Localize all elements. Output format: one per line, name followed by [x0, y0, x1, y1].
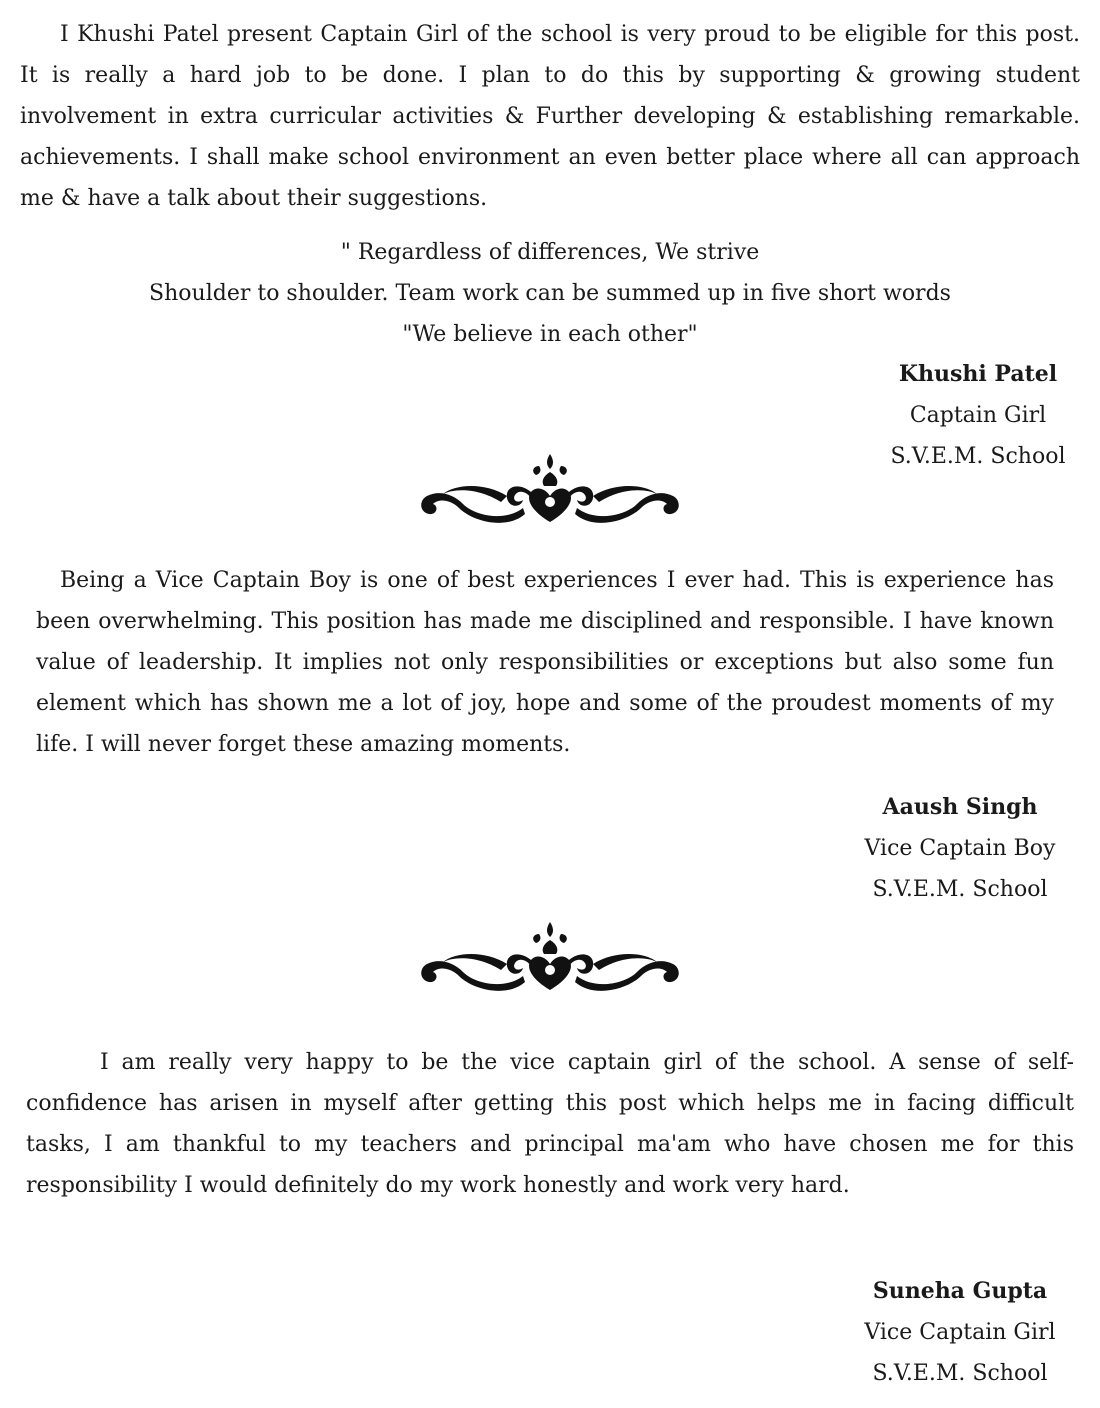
- signature-name: Aaush Singh: [882, 794, 1038, 820]
- signature-name: Khushi Patel: [898, 361, 1058, 387]
- vice-captain-boy-paragraph: Being a Vice Captain Boy is one of best experiences I ever had. This is experience has been overwhelming. This position has made me disciplined and responsible. I have known value of leadership. It implies not only responsibilities or exceptions but also some fun element which has shown me a lot of joy, hope and some of the proudest moments of my life. I will never forget these amazing moments.: [36, 568, 1054, 757]
- quote-line-3: "We believe in each other": [402, 322, 698, 347]
- vice-captain-girl-paragraph: I am really very happy to be the vice captain girl of the school. A sense of self-confidence has arisen in myself after getting this post which helps me in facing difficult tasks, I am thankful to my teachers and principal ma'am who have chosen me for this responsibility I would definitely do my work honestly and work very hard.: [26, 1050, 1074, 1198]
- signature-school: S.V.E.M. School: [872, 877, 1048, 902]
- signature-role: Vice Captain Boy: [864, 836, 1056, 861]
- signature-role: Vice Captain Girl: [864, 1320, 1056, 1345]
- signature-aaush: [840, 787, 1080, 910]
- quote-line-2: Shoulder to shoulder. Team work can be summed up in five short words: [149, 281, 951, 306]
- quote-line-1: " Regardless of differences, We strive: [340, 240, 760, 265]
- signature-school: S.V.E.M. School: [872, 1361, 1048, 1386]
- signature-school: S.V.E.M. School: [890, 444, 1066, 469]
- signature-khushi: [878, 354, 1078, 477]
- signature-name: Suneha Gupta: [872, 1278, 1048, 1304]
- flourish-divider-icon: [415, 920, 685, 1000]
- flourish-divider-icon: [415, 452, 685, 532]
- captain-girl-paragraph: I Khushi Patel present Captain Girl of the school is very proud to be eligible for this post. It is really a hard job to be done. I plan to do this by supporting & growing student involvement in extra curricular activities & Further developing & establishing remarkable. achievements. I shall make school environment an even better place where all can approach me & have a talk about their suggestions.: [20, 22, 1080, 211]
- signature-role: Captain Girl: [909, 403, 1047, 428]
- signature-suneha: [840, 1271, 1080, 1394]
